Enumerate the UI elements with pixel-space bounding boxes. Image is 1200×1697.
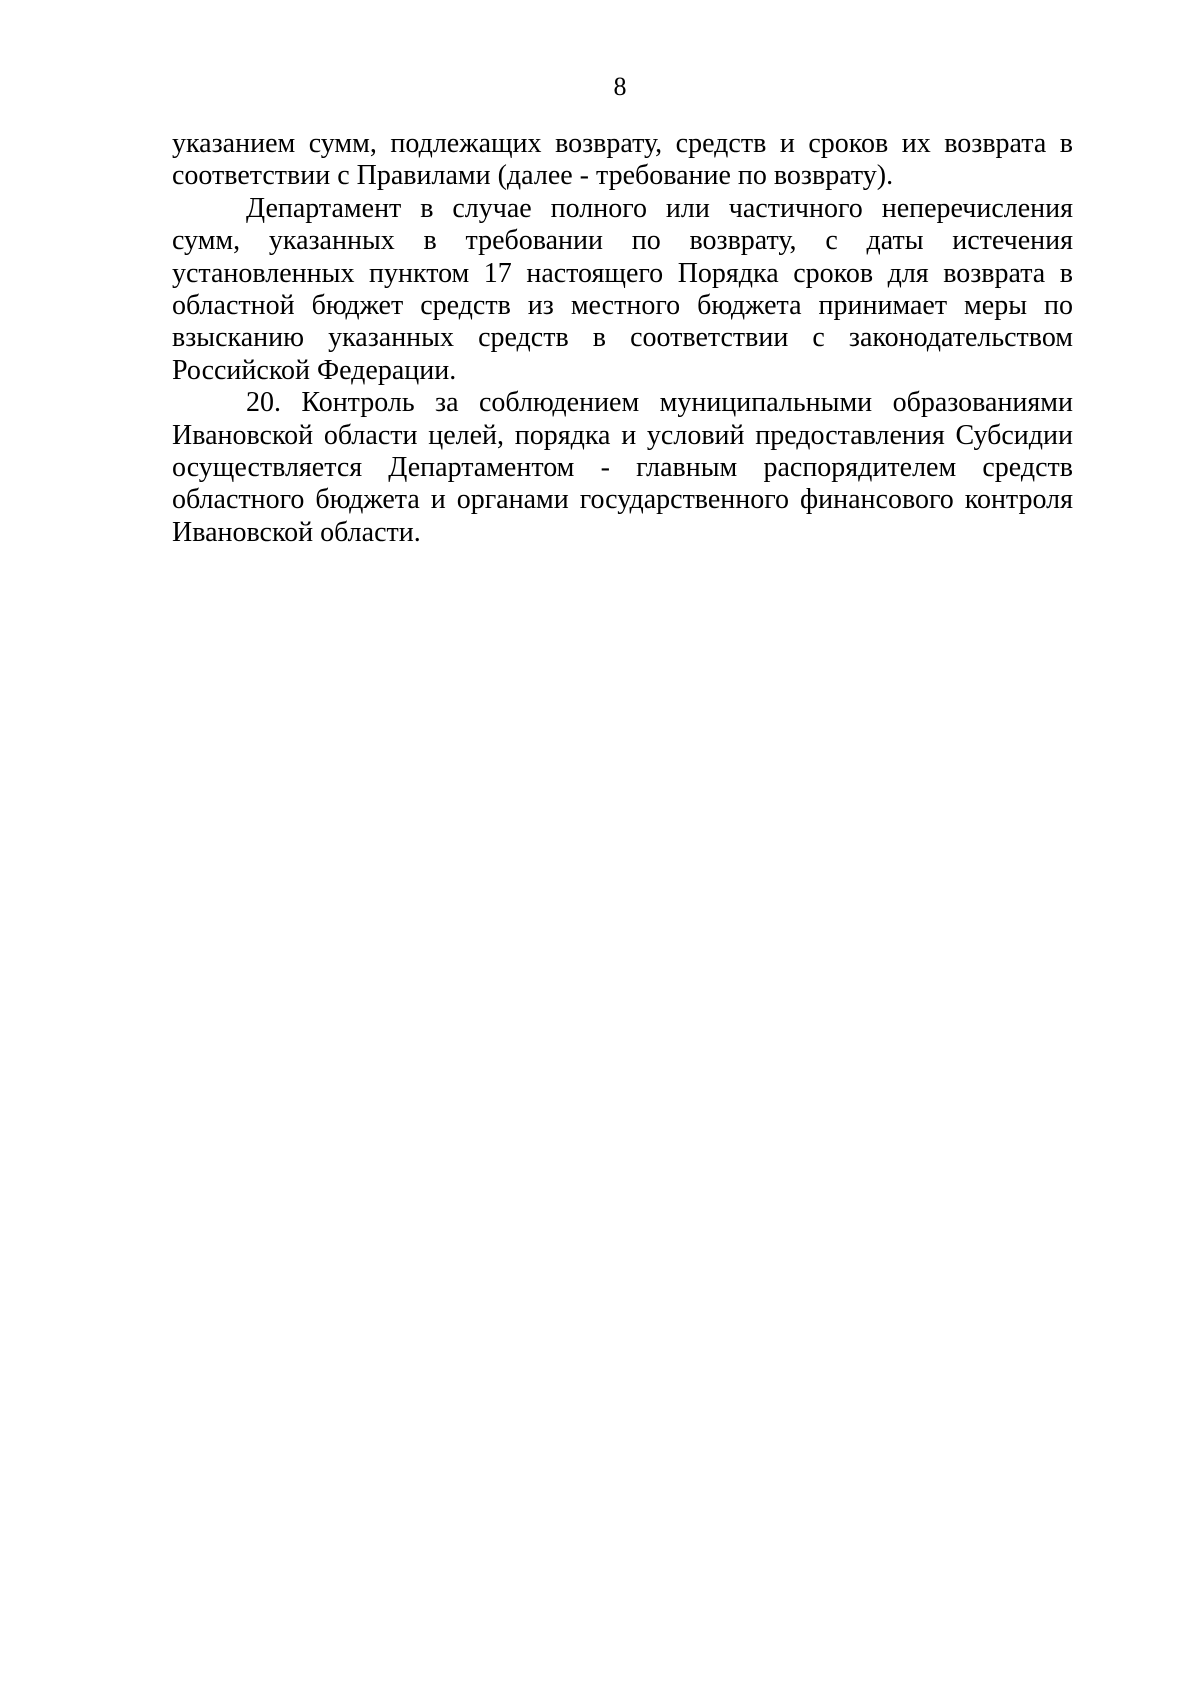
paragraph-department-measures: Департамент в случае полного или частичного неперечисления сумм, указанных в требовании по возврату, с даты истечения установленных пунктом 17 настоящего Порядка сроков для возврата в областной бюджет средств из местного бюджета принимает меры по взысканию указанных средств в соответствии с законодательством Российской Федерации. <box>172 192 1073 386</box>
paragraph-return-requirement: указанием сумм, подлежащих возврату, средств и сроков их возврата в соответствии с Правилами (далее - требование по возврату). <box>172 128 1073 192</box>
paragraph-20-control: 20. Контроль за соблюдением муниципальными образованиями Ивановской области целей, порядка и условий предоставления Субсидии осуществляется Департаментом - главным распорядителем средств областного бюджета и органами государственного финансового контроля Ивановской области. <box>172 387 1073 548</box>
document-body <box>172 128 1073 549</box>
page-number: 8 <box>613 72 627 101</box>
